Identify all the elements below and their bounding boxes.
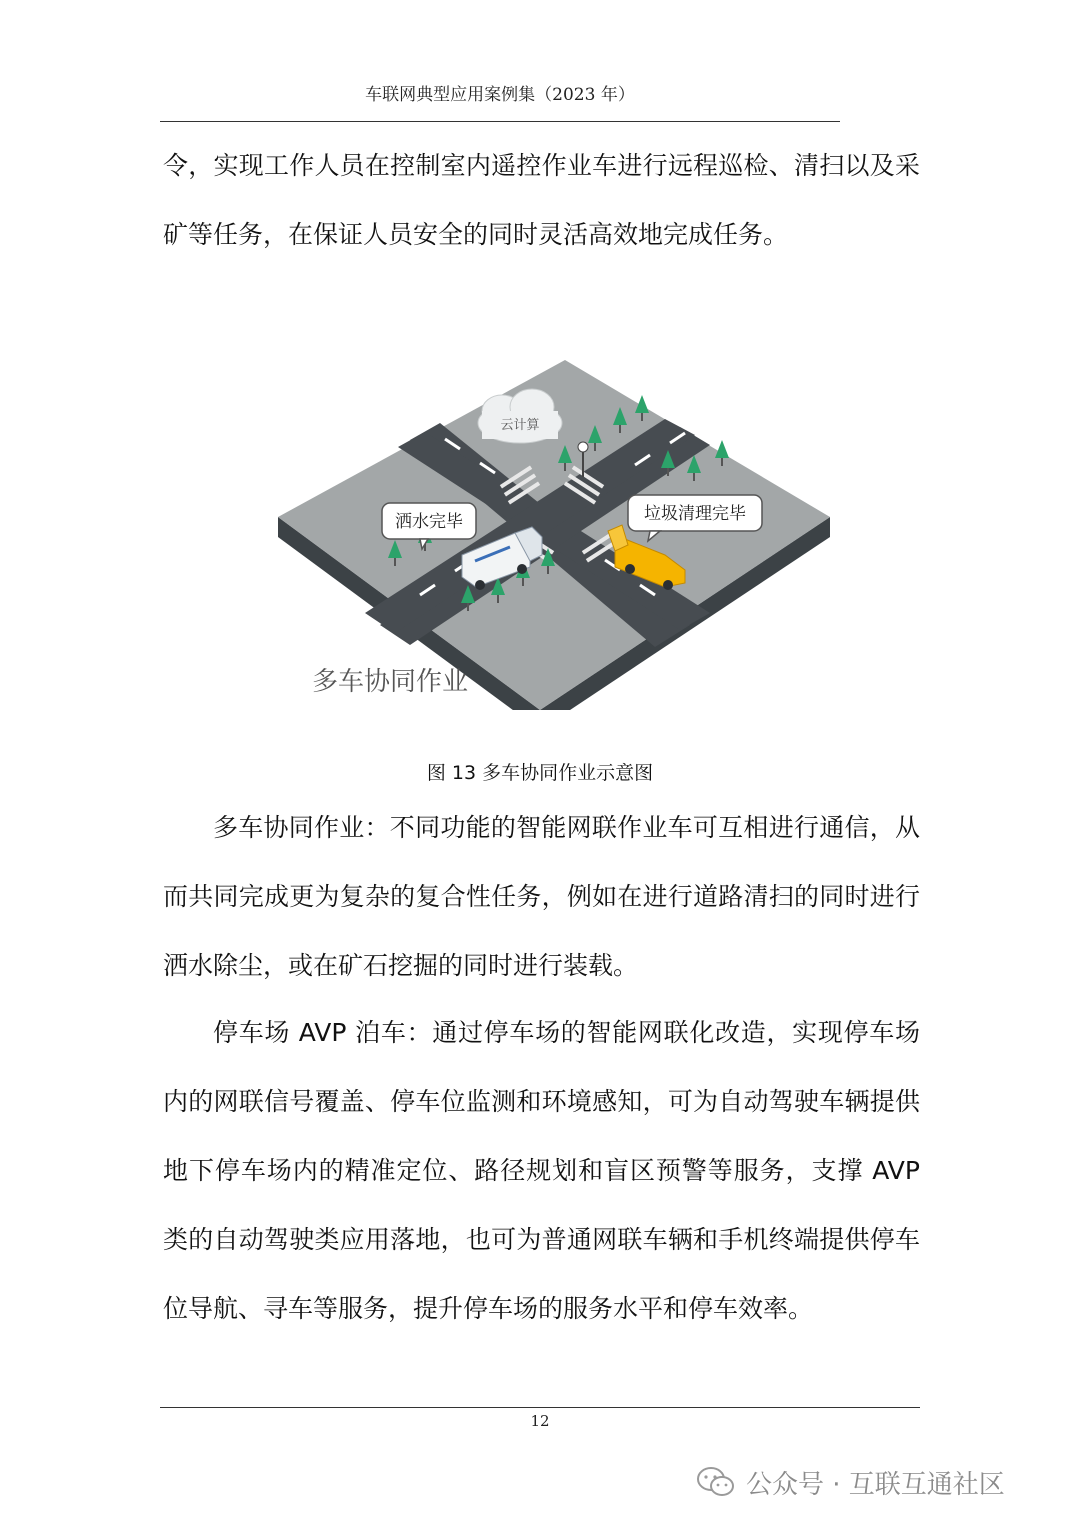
page-number: 12 xyxy=(530,1412,550,1430)
cloud-label: 云计算 xyxy=(500,418,540,433)
watermark-text: 公众号 · 互联互通社区 xyxy=(746,1469,1005,1500)
left-bubble-label: 洒水完毕 xyxy=(395,512,463,532)
diagram-title: 多车协同作业 xyxy=(312,667,469,697)
paragraph-multi-vehicle: 多车协同作业：不同功能的智能网联作业车可互相进行通信，从而共同完成更为复杂的复合性任务，例如在进行道路清扫的同时进行洒水除尘，或在矿石挖掘的同时进行装载。 xyxy=(163,813,920,980)
header-divider xyxy=(160,121,840,122)
page-header: 车联网典型应用案例集（2023 年） xyxy=(365,85,635,105)
wechat-icon xyxy=(696,1465,736,1499)
right-bubble-label: 垃圾清理完毕 xyxy=(644,504,746,524)
paragraph-intro: 令，实现工作人员在控制室内遥控作业车进行远程巡检、清扫以及采矿等任务，在保证人员安全的同时灵活高效地完成任务。 xyxy=(163,151,920,249)
cloud-icon xyxy=(478,389,562,443)
paragraph-avp-parking: 停车场 AVP 泊车：通过停车场的智能网联化改造，实现停车场内的网联信号覆盖、停车位监测和环境感知，可为自动驾驶车辆提供地下停车场内的精准定位、路径规划和盲区预警等服务，支撑 AVP 类的自动驾驶类应用落地，也可为普通网联车辆和手机终端提供停车位导航、寻车等服务，提升停车场的服务水平和停车效率。 xyxy=(163,1018,920,1323)
footer-divider xyxy=(160,1407,920,1408)
multi-vehicle-diagram xyxy=(270,355,840,710)
figure-caption: 图 13 多车协同作业示意图 xyxy=(426,762,654,784)
watermark xyxy=(696,1462,1005,1502)
